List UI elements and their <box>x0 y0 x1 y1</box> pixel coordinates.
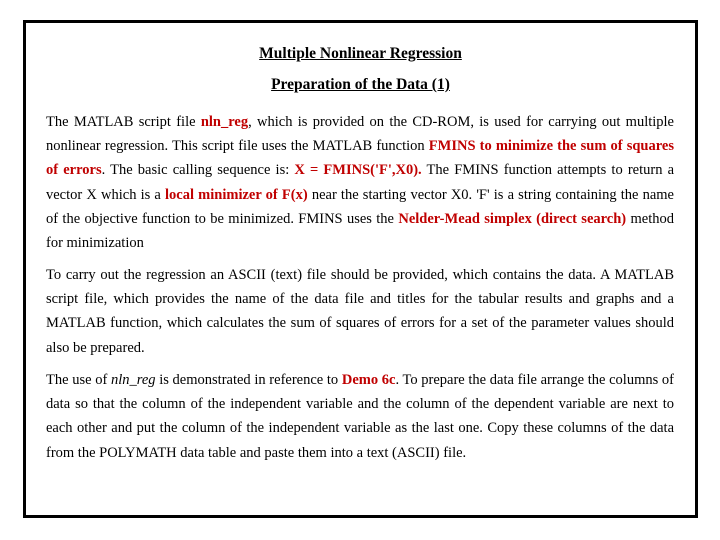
nelder-mead-highlight: Nelder-Mead simplex (direct search) <box>398 210 627 227</box>
p1-text-6: method for minimization <box>46 210 674 252</box>
slide-subtitle: Preparation of the Data (1) <box>271 76 450 93</box>
p1-text-1: The MATLAB script file <box>46 114 201 130</box>
p1-text-5: near the starting vector X0. 'F' is a string containing the name of the objective function to be minimized. FMINS uses the <box>46 186 674 227</box>
paragraph-demo <box>46 368 674 465</box>
p3-text-1: The use of <box>46 372 111 388</box>
paragraph-ascii-file: To carry out the regression an ASCII (text) file should be provided, which contains the data. A MATLAB script file, which provides the name of the data file and titles for the tabular results and graphs and a MATLAB function, which calculates the sum of squares of errors for a set of the parameter values should also be prepared. <box>46 267 674 356</box>
p3-text-2: is demonstrated in reference to <box>155 372 342 388</box>
p3-text-3: . To prepare the data file arrange the columns of data so that the column of the independent variable and the column of the dependent variable are next to each other and put the column of the independent variable as the last one. Copy these columns of the data from the POLYMATH data table and paste them into a text (ASCII) file. <box>46 372 674 461</box>
demo-6c-link[interactable]: Demo 6c <box>341 372 396 388</box>
slide-frame <box>23 20 698 518</box>
fmins-highlight: FMINS to minimize the sum of squares of errors <box>46 138 674 179</box>
local-minimizer-highlight: local minimizer of F(x) <box>165 186 308 203</box>
p1-text-4: The FMINS function attempts to return a vector X which is a <box>46 162 675 203</box>
p1-text-2: , which is provided on the CD-ROM, is used for carrying out multiple nonlinear regression. This script file uses the MATLAB function <box>46 114 674 155</box>
nln-reg-highlight: nln_reg <box>200 114 249 130</box>
calling-sequence-highlight: X = FMINS('F',X0). <box>294 162 422 179</box>
paragraph-fmins <box>46 110 674 255</box>
p1-text-3: . The basic calling sequence is: <box>101 162 295 179</box>
nln-reg-italic: nln_reg <box>110 372 156 388</box>
slide-title: Multiple Nonlinear Regression <box>259 45 462 62</box>
